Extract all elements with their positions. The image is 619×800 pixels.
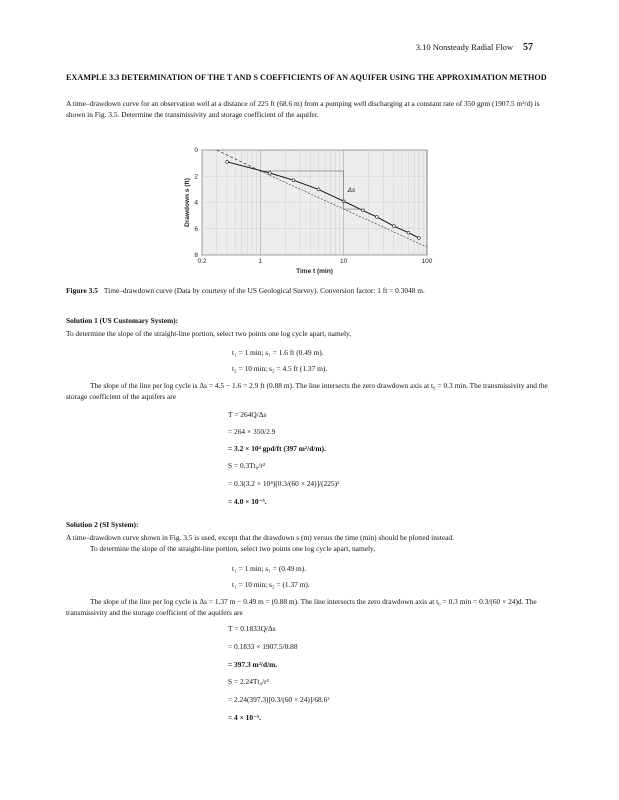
data-point [268,172,271,175]
solution1-eq-T-result: = 3.2 × 10⁴ gpd/ft (397 m²/d/m). [228,444,326,453]
solution1-eq-T: T = 264Q/Δs [228,410,267,419]
solution2-eq-S-result: = 4 × 10⁻⁵. [228,713,262,722]
data-point [375,216,378,219]
solution2-eq-S-sub: = 2.24(397.3)[0.3/(60 × 24)]/68.6² [228,695,330,704]
solution2-title: Solution 2 (SI System): [66,520,139,529]
x-tick-label: 1 [258,258,263,265]
x-axis-label: Time t (min) [296,268,333,275]
solution2-point2: t₁ = 10 min; s₂ = (1.37 m). [232,580,310,589]
figure-caption [66,286,556,295]
data-point [226,160,229,163]
data-point [361,209,364,212]
running-header [416,42,533,53]
data-point [317,188,320,191]
example-title: EXAMPLE 3.3 DETERMINATION OF THE T AND S COEFFICIENTS OF AN AQUIFER USING THE APPROXIMATION METHOD [66,73,547,82]
solution1-intro: To determine the slope of the straight-line portion, select two points one log cycle apart, namely, [66,329,352,338]
x-tick-label: 10 [340,258,348,265]
y-axis-label: Drawdown s (ft) [184,178,191,227]
data-point [292,179,295,182]
data-point [407,231,410,234]
solution1-title: Solution 1 (US Customary System): [66,316,179,325]
y-tick-label: 4 [194,199,198,207]
x-tick-label: 0.2 [197,258,207,265]
data-point [418,237,421,240]
solution2-eq-S: S = 2.24Tt₀/r² [228,677,269,686]
solution1-eq-S-sub: = 0.3(3.2 × 10⁴)[0.3/(60 × 24)]/(225)² [228,479,340,488]
example-intro: A time–drawdown curve for an observation well at a distance of 225 ft (68.6 m) from a pumping well discharging at a constant rate of 350 gpm (1907.5 m³/d) is shown in Fig. 3.5. Determine the transmissivity and storage coefficient of the aquifer. [66,99,540,119]
y-tick-label: 8 [194,252,198,260]
solution2-point1: t₁ = 1 min; s₁ = (0.49 m). [232,564,307,573]
solution1-point2: t₂ = 10 min; s₂ = 4.5 ft (1.37 m). [232,364,328,373]
solution2-eq-T-sub: = 0.1833 × 1907.5/0.88 [228,642,298,651]
y-tick-label: 0 [194,147,198,155]
figure-caption-text: Time–drawdown curve (Data by courtesy of the US Geological Survey). Conversion factor: 1 ft = 0.3048 m. [103,286,425,295]
solution1-point1: t₁ = 1 min; s₁ = 1.6 ft (0.49 m). [232,348,324,357]
figure-label: Figure 3.5 [66,286,98,295]
time-drawdown-chart [180,142,450,282]
solution2-slope-text: The slope of the line per log cycle is Δs = 1.37 m − 0.49 m = (0.88 m). The line intersects the zero drawdown axis at t₀ = 0.3 min = 0.3/(60 × 24)d. The transmissivity and the storage coefficient of the aquifers are [66,597,537,617]
solution2-eq-T: T = 0.1833Q/Δs [228,624,276,633]
x-tick-label: 100 [421,258,433,265]
solution2-eq-T-result: = 397.3 m²/d/m. [228,660,278,669]
data-point [392,225,395,228]
solution1-slope-text: The slope of the line per log cycle is Δs = 4.5 − 1.6 = 2.9 ft (0.88 m). The line intersects the zero drawdown axis at t₀ = 0.3 min. The transmissivity and the storage coefficient of the aquifers are [66,381,548,401]
solution1-eq-S-result: = 4.0 × 10⁻⁵. [228,497,267,506]
y-tick-label: 2 [194,173,198,181]
section-title: 3.10 Nonsteady Radial Flow [415,42,513,52]
solution2-intro2: To determine the slope of the straight-line portion, select two points one log cycle apart, namely, [90,544,376,553]
solution2-intro: A time–drawdown curve shown in Fig. 3.5 is used, except that the drawdown s (m) versus the time (min) should be plotted instead. [66,533,454,542]
delta-s-label: Δs [347,187,356,195]
y-tick-label: 6 [194,225,198,233]
page-number: 57 [523,42,533,53]
solution1-eq-S: S = 0.3Tt₀/r² [228,461,266,470]
solution1-eq-T-sub: = 264 × 350/2.9 [228,427,276,436]
